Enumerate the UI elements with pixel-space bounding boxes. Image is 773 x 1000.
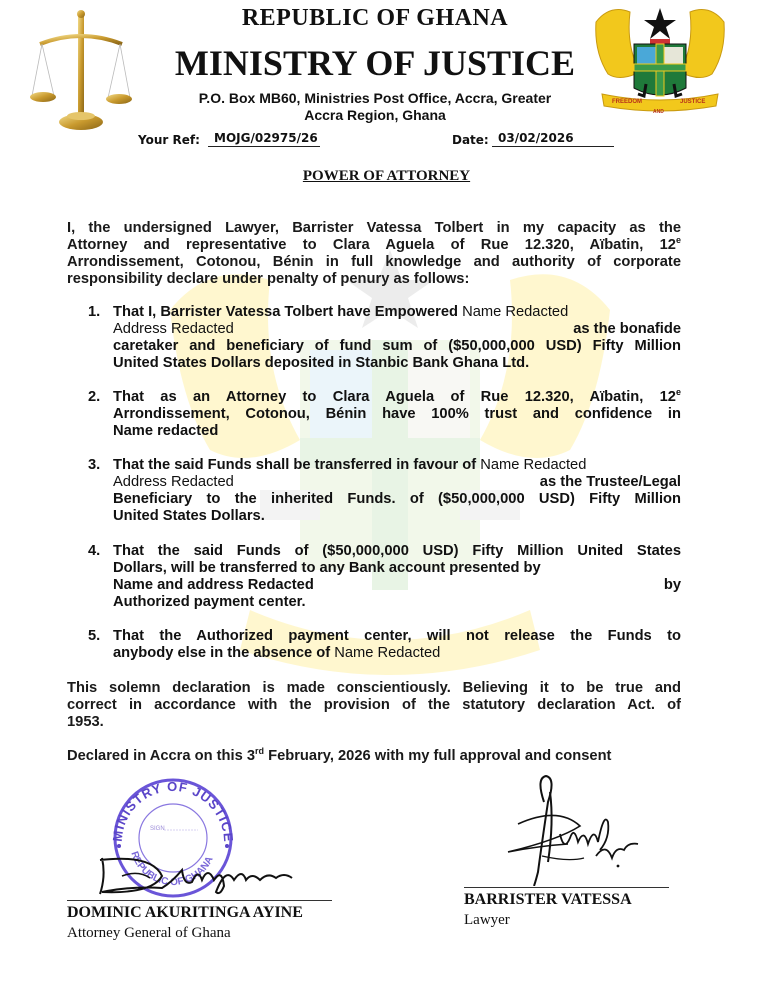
address-line-1: P.O. Box MB60, Ministries Post Office, Accra, Greater: [198, 90, 552, 106]
header-address: [145, 90, 605, 124]
list-line: United States Dollars.: [113, 508, 265, 524]
date-field: [452, 131, 602, 149]
intro-line: responsibility declare under penalty of penury as follows:: [67, 271, 470, 287]
list-line: Authorized payment center.: [113, 594, 306, 610]
redacted-name: Name redacted: [113, 423, 219, 439]
list-line: United States Dollars deposited in Stanbic Bank Ghana Ltd.: [113, 355, 530, 371]
list-line: Arrondissement, Cotonou, Bénin have 100% trust and confidence in: [113, 406, 681, 422]
list-line: Beneficiary to the inherited Funds. of ($50,000,000 USD) Fifty Million: [113, 491, 681, 507]
list-line: caretaker and beneficiary of fund sum of ($50,000,000 USD) Fifty Million: [113, 338, 681, 354]
redacted-name-address: Name and address Redacted: [113, 577, 314, 593]
intro-paragraph: [67, 220, 681, 288]
list-line-tail: as the bonafide: [573, 321, 681, 337]
closing-line: correct in accordance with the provision of the statutory declaration Act. of: [67, 697, 681, 713]
list-line: [113, 389, 681, 406]
superscript: e: [675, 237, 681, 246]
crest-motto-and: AND: [653, 109, 664, 115]
list-text: [113, 389, 681, 440]
crest-motto-freedom: FREEDOM: [612, 99, 642, 105]
header-republic: REPUBLIC OF GHANA: [241, 5, 509, 31]
list-text: [113, 628, 681, 662]
crest-motto-justice: JUSTICE: [680, 99, 706, 105]
declaration-statement: [67, 748, 681, 765]
date-label: Date:: [452, 133, 489, 147]
redacted-name: Name Redacted: [462, 304, 569, 320]
list-line: [113, 457, 681, 474]
attorney-general-signature: [92, 846, 312, 898]
address-line-2: Accra Region, Ghana: [304, 107, 446, 123]
list-line-text: That as an Attorney to Clara Aguela of Rue 12.320, Aïbatin, 12: [113, 389, 676, 405]
list-line: That the said Funds of ($50,000,000 USD) Fifty Million United States: [113, 543, 681, 559]
reference-field: [138, 131, 318, 149]
list-line: [113, 645, 681, 662]
closing-line: This solemn declaration is made conscientiously. Believing it to be true and: [67, 680, 681, 696]
list-text: [113, 543, 681, 611]
lawyer-signature: [488, 772, 648, 886]
list-line: [113, 577, 681, 594]
list-number: 5.: [88, 628, 101, 644]
redacted-name: Name Redacted: [480, 457, 587, 473]
date-value: 03/02/2026: [492, 131, 614, 147]
list-line-text: anybody else in the absence of: [113, 645, 331, 661]
stamp-sign-label: SIGN: [150, 826, 165, 832]
list-line: Dollars, will be transferred to any Bank account presented by: [113, 560, 541, 576]
list-line-text: That I, Barrister Vatessa Tolbert have Empowered: [113, 304, 459, 320]
scales-of-justice-icon: [22, 6, 142, 136]
header-ministry: MINISTRY OF JUSTICE: [174, 43, 576, 83]
list-line: That the Authorized payment center, will not release the Funds to: [113, 628, 681, 644]
declared-text: February, 2026 with my full approval and consent: [264, 748, 612, 764]
list-text: [113, 304, 681, 372]
intro-line-text: Attorney and representative to Clara Aguela of Rue 12.320, Aïbatin, 12: [67, 237, 676, 253]
declared-text: Declared in Accra on this 3: [67, 748, 256, 764]
closing-line: 1953.: [67, 714, 104, 730]
signature-line-left: [67, 900, 332, 901]
intro-line: [67, 237, 681, 254]
signatory-name-left: DOMINIC AKURITINGA AYINE: [67, 904, 303, 921]
signatory-role-right: Lawyer: [464, 912, 510, 928]
intro-line: Arrondissement, Cotonou, Bénin in full knowledge and authority of corporate: [67, 254, 681, 270]
list-number: 3.: [88, 457, 101, 473]
redacted-address: Address Redacted: [113, 321, 234, 337]
list-line: [113, 474, 681, 491]
superscript: e: [675, 389, 681, 398]
list-line-tail: by: [663, 577, 681, 593]
list-line: [113, 321, 681, 338]
reference-value: MOJG/02975/26: [208, 131, 320, 147]
list-number: 2.: [88, 389, 101, 405]
closing-paragraph: [67, 680, 681, 731]
stamp-text: MINISTRY OF JUSTICE: [109, 778, 237, 844]
reference-label: Your Ref:: [138, 133, 200, 147]
signature-line-right: [464, 887, 669, 888]
document-title: POWER OF ATTORNEY: [302, 168, 471, 184]
intro-line: I, the undersigned Lawyer, Barrister Vatessa Tolbert in my capacity as the: [67, 220, 681, 236]
signatory-name-right: BARRISTER VATESSA: [464, 891, 632, 908]
list-number: 4.: [88, 543, 101, 559]
list-line-text: That the said Funds shall be transferred in favour of: [113, 457, 477, 473]
list-number: 1.: [88, 304, 101, 320]
list-line: [113, 304, 681, 321]
redacted-address: Address Redacted: [113, 474, 234, 490]
list-line-tail: as the Trustee/Legal: [539, 474, 681, 490]
stamp-bottom-text: REPUBLIC OF GHANA: [128, 850, 216, 889]
signatory-role-left: Attorney General of Ghana: [67, 925, 231, 941]
list-text: [113, 457, 681, 525]
redacted-name: Name Redacted: [334, 645, 441, 661]
superscript: rd: [255, 746, 265, 757]
